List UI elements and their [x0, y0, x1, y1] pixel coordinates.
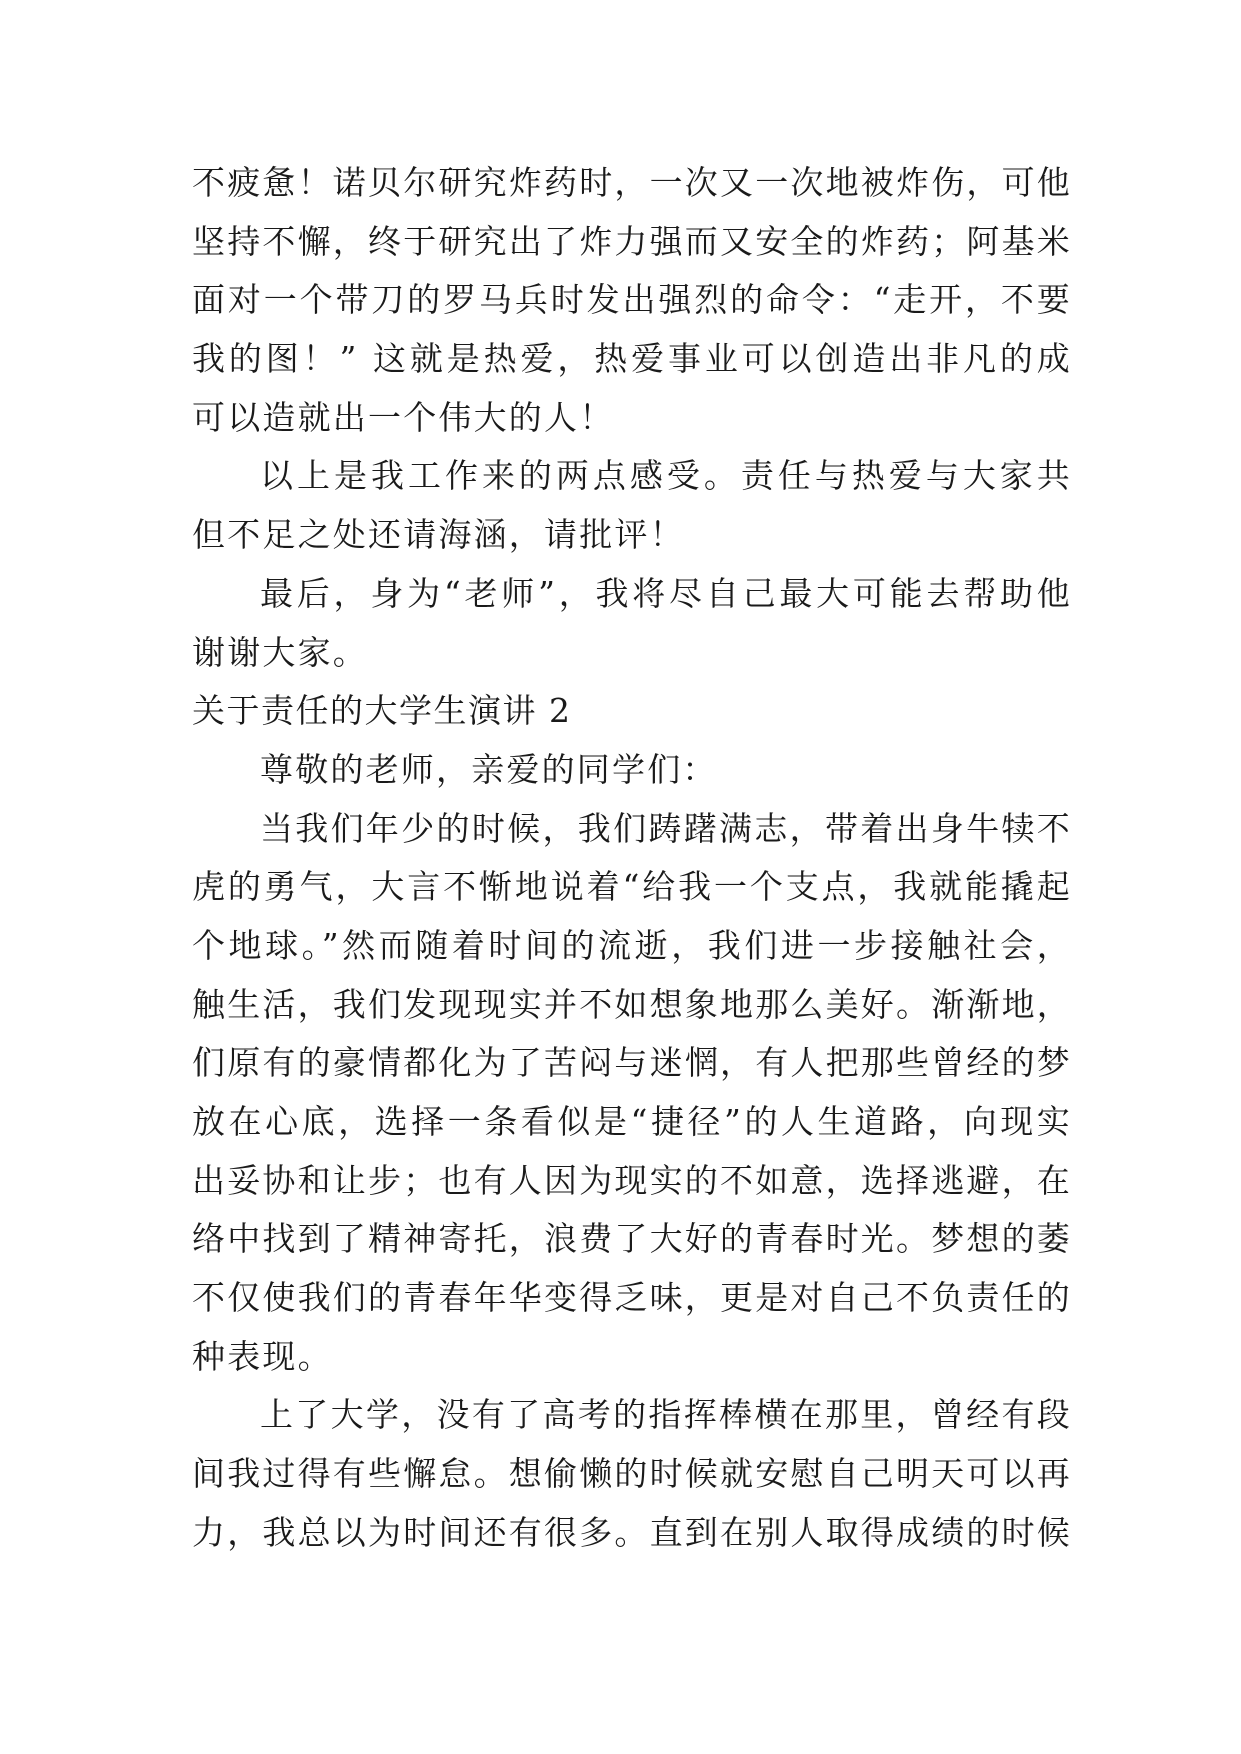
text-line: 放在心底，选择一条看似是“捷径”的人生道路，向现实: [192, 1102, 1072, 1141]
paragraph-first-line: 当我们年少的时候，我们踌躇满志，带着出身牛犊不: [260, 808, 1072, 848]
text-line: 种表现。: [192, 1336, 333, 1376]
paragraph-first-line: 最后，身为“老师”，我将尽自己最大可能去帮助他: [260, 573, 1072, 613]
salutation: 尊敬的老师，亲爱的同学们：: [260, 749, 718, 789]
paragraph-first-line: 以上是我工作来的两点感受。责任与热爱与大家共: [260, 456, 1072, 496]
text-line: 虎的勇气，大言不惭地说着“给我一个支点，我就能撬起: [192, 867, 1072, 907]
text-line: 坚持不懈，终于研究出了炸力强而又安全的炸药；阿基米: [192, 221, 1072, 261]
text-line: 谢谢大家。: [192, 632, 368, 672]
text-line: 不仅使我们的青春年华变得乏味，更是对自己不负责任的: [192, 1278, 1072, 1318]
text-line: 们原有的豪情都化为了苦闷与迷惘，有人把那些曾经的梦: [192, 1043, 1072, 1083]
text-line: 我的图！” 这就是热爱，热爱事业可以创造出非凡的成: [192, 339, 1072, 379]
text-line: 力，我总以为时间还有很多。直到在别人取得成绩的时候: [192, 1512, 1072, 1552]
text-line: 间我过得有些懈怠。想偷懒的时候就安慰自己明天可以再: [192, 1454, 1072, 1494]
text-line: 出妥协和让步；也有人因为现实的不如意，选择逃避，在: [192, 1160, 1072, 1200]
text-line: 不疲惫！诺贝尔研究炸药时，一次又一次地被炸伤，可他: [192, 163, 1072, 202]
document-body: [192, 154, 1072, 1563]
section-heading: 关于责任的大学生演讲 2: [192, 691, 572, 731]
text-line: 但不足之处还请海涵，请批评！: [192, 515, 685, 555]
text-line: 触生活，我们发现现实并不如想象地那么美好。渐渐地，: [192, 984, 1072, 1024]
text-line: 面对一个带刀的罗马兵时发出强烈的命令：“走开，不要: [192, 280, 1072, 320]
text-line: 个地球。”然而随着时间的流逝，我们进一步接触社会，: [192, 925, 1072, 965]
text-line: 可以造就出一个伟大的人！: [192, 397, 615, 437]
paragraph-first-line: 上了大学，没有了高考的指挥棒横在那里，曾经有段: [260, 1395, 1072, 1435]
text-line: 络中找到了精神寄托，浪费了大好的青春时光。梦想的萎: [192, 1219, 1072, 1259]
